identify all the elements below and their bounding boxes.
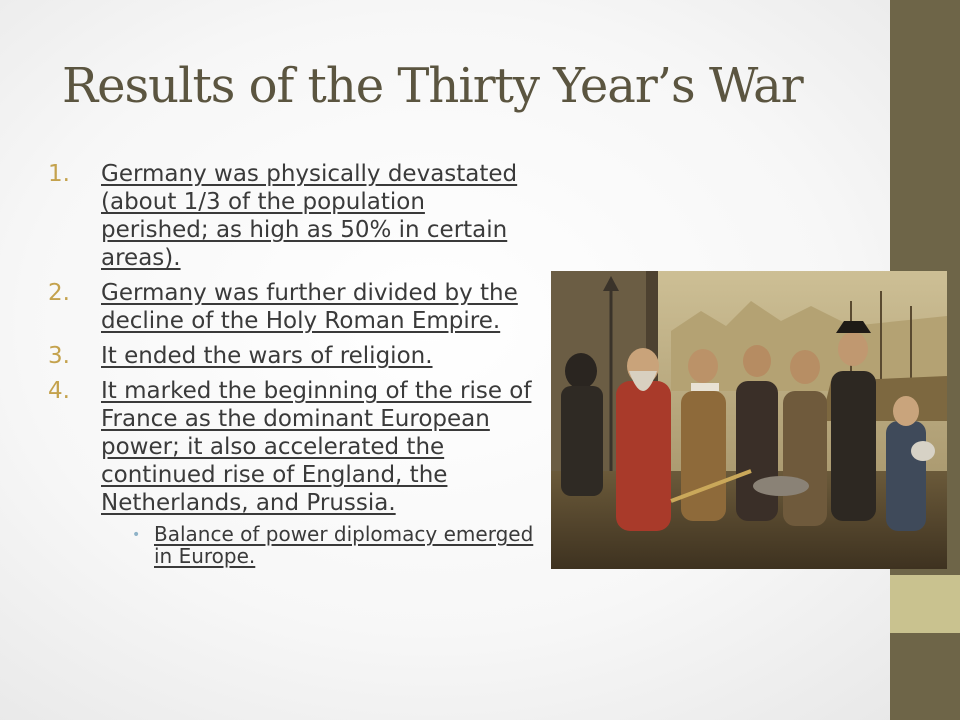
list-text-link[interactable]: Germany was physically devastated (about 1/3 of the population perished; as high as 50% in certain areas). xyxy=(101,161,518,271)
sidebar-accent-block xyxy=(890,575,960,633)
sub-bullet-text-link[interactable]: Balance of power diplomacy emerged in Europe. xyxy=(154,522,534,568)
list-number: 3. xyxy=(48,343,70,369)
bullet-icon: • xyxy=(132,527,141,543)
list-text-link[interactable]: It marked the beginning of the rise of France as the dominant European power; it also accelerated the continued rise of England, the Netherlands, and Prussia. xyxy=(101,378,532,516)
list-item xyxy=(48,160,538,272)
list-number: 1. xyxy=(48,161,70,187)
list-text-link[interactable]: It ended the wars of religion. xyxy=(101,343,433,369)
painting-illustration xyxy=(551,271,947,569)
list-text-link[interactable]: Germany was further divided by the decline of the Holy Roman Empire. xyxy=(101,280,518,334)
list-item xyxy=(48,342,538,370)
list-number: 2. xyxy=(48,280,70,306)
list-item xyxy=(48,377,538,567)
list-number: 4. xyxy=(48,378,70,404)
list-item xyxy=(48,279,538,335)
sub-bullet-item xyxy=(132,522,538,568)
results-list xyxy=(48,160,538,574)
historical-painting-image xyxy=(551,271,947,569)
slide-title: Results of the Thirty Year’s War xyxy=(62,58,803,114)
